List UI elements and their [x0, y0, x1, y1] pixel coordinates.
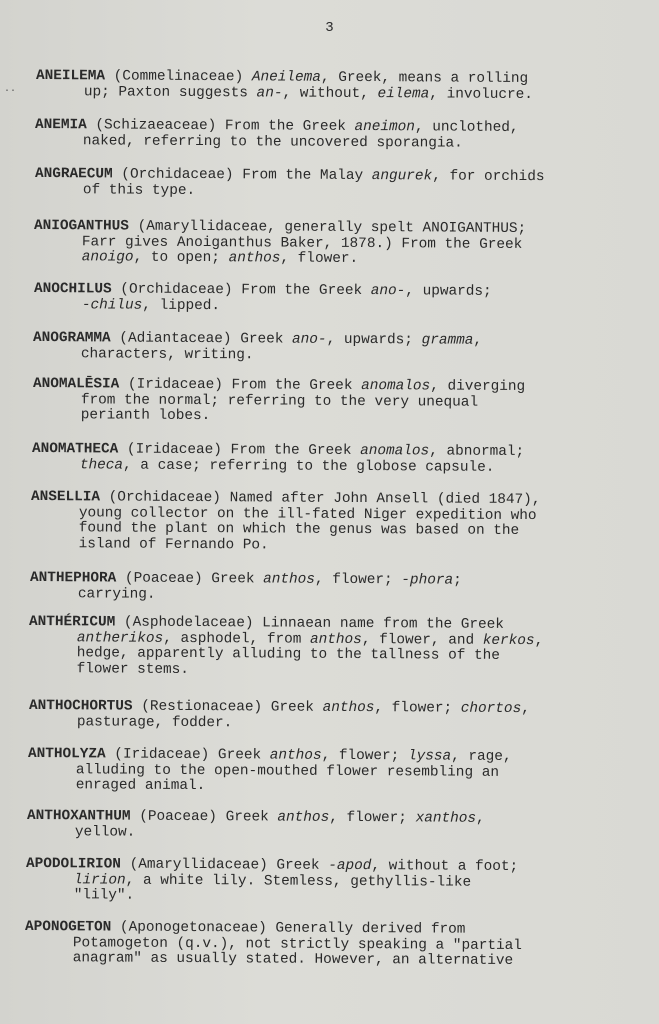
entry-text: (Asphodelaceae) Linnaean name from the Greek	[115, 614, 504, 633]
entry-headword: ANSELLIA	[30, 489, 101, 506]
entry-text: naked, referring to the uncovered sporangia.	[82, 132, 463, 152]
italic-term: Aneilema	[251, 69, 322, 86]
entry-text: carrying.	[77, 585, 156, 603]
entry-line	[36, 85, 533, 104]
entry-line	[31, 537, 541, 556]
entry-text: (Poaceae) Greek	[130, 808, 278, 826]
entry-headword: ANTHEPHORA	[29, 570, 117, 587]
entry-line	[27, 825, 485, 843]
italic-term: anthos	[309, 631, 362, 648]
entry-text: (Orchidaceae) Named after John Ansell (died 1847),	[100, 489, 541, 509]
entry-text: Farr gives Anoiganthus Baker, 1878.) From the Greek	[81, 233, 523, 253]
entry-text: pasturage, fodder.	[76, 713, 233, 731]
italic-term: anomalos	[361, 378, 431, 395]
entry-headword: ANOCHILUS	[33, 281, 112, 298]
italic-term: antherikos	[76, 629, 164, 647]
entry-text: ,	[534, 632, 544, 649]
italic-term: kerkos	[482, 632, 535, 649]
entry-text: (Adiantaceae) Greek	[110, 330, 293, 348]
entry-text: (Amaryllidaceae) Greek	[120, 856, 329, 874]
italic-term: gramma	[421, 332, 474, 349]
entry-line	[35, 183, 545, 202]
italic-term: anthos	[277, 809, 330, 826]
italic-term: lyssa	[407, 748, 452, 765]
entry-text: , flower.	[280, 250, 359, 268]
entry-anomalesia	[33, 377, 526, 427]
entry-headword: ANOGRAMMA	[32, 330, 111, 347]
entry-line	[33, 408, 525, 427]
entry-line	[26, 888, 518, 907]
entry-text: characters, writing.	[80, 345, 254, 363]
italic-term: theca	[79, 456, 124, 474]
entry-text: (Aponogetonaceae) Generally derived from	[111, 919, 466, 938]
entry-line	[25, 951, 522, 970]
entry-antholyza	[28, 747, 512, 797]
entry-text: (Orchidaceae) From the Greek	[111, 281, 371, 300]
entry-text: , flower;	[321, 747, 409, 765]
entry-text: , without,	[282, 85, 378, 102]
entry-anemia	[35, 118, 519, 152]
entry-headword: ANTHOXANTHUM	[26, 808, 131, 825]
entry-line	[35, 134, 519, 153]
entry-text: , lipped.	[142, 297, 221, 314]
italic-term: -apod	[328, 857, 372, 875]
entry-text: from the normal; referring to the very unequal	[80, 391, 479, 411]
entry-anogramma	[33, 331, 482, 365]
entry-text: (Commelinaceae)	[105, 68, 252, 86]
entry-text: alluding to the open-mouthed flower resembling an	[75, 761, 500, 781]
entry-text: ;	[453, 572, 462, 589]
entry-text: ,	[473, 332, 483, 349]
entry-text: , a white lily. Stemless, gethyllis-like	[125, 872, 472, 891]
entry-line	[32, 458, 524, 477]
entry-aponogeton	[25, 920, 522, 970]
entry-line	[33, 347, 482, 365]
entry-text: , flower;	[374, 700, 461, 717]
entry-text: , diverging	[430, 378, 526, 396]
entry-text: , rage,	[451, 748, 512, 765]
entry-line	[34, 250, 526, 269]
entry-text: ,	[475, 810, 485, 827]
entry-text: young collector on the ill-fated Niger expedition who	[78, 504, 537, 524]
italic-term: eilema	[377, 85, 430, 102]
entry-text: (Iridaceae) Greek	[105, 746, 270, 764]
entry-text: , a case; referring to the globose capsule.	[122, 457, 495, 476]
entry-headword: ANTHOLYZA	[27, 746, 106, 763]
entry-text: , upwards;	[405, 283, 492, 300]
entry-text: flower stems.	[76, 661, 189, 678]
entry-text: , involucre.	[429, 85, 534, 103]
entry-line	[34, 298, 492, 316]
entry-line	[30, 587, 462, 605]
entry-text: , flower, and	[361, 631, 483, 649]
stray-mark: ..	[4, 84, 17, 95]
entry-headword: ANGRAECUM	[34, 166, 113, 183]
italic-term: aneimon	[354, 118, 415, 136]
entry-text: , flower;	[314, 571, 402, 589]
italic-term: anthos	[269, 747, 322, 764]
entry-anthericum	[29, 615, 544, 681]
italic-term: xanthos	[415, 810, 477, 827]
italic-term: angurek	[371, 168, 433, 185]
entry-anochilus	[34, 282, 492, 316]
entry-text: Potamogeton (q.v.), not strictly speaking a "partial	[72, 934, 522, 954]
entry-text: (Restionaceae) Greek	[132, 698, 323, 716]
entry-text: island of Fernando Po.	[78, 536, 269, 554]
entry-text: ,	[521, 701, 530, 718]
entry-headword: ANOMATHECA	[31, 441, 119, 458]
entry-headword: ANTHOCHORTUS	[28, 698, 133, 715]
entry-line	[29, 715, 530, 734]
italic-term: -phora	[401, 572, 454, 589]
entry-text: (Iridaceae) From the Greek	[119, 376, 362, 395]
entry-text: , upwards;	[326, 331, 422, 349]
entry-anomatheca	[32, 442, 524, 476]
entry-text: , without a foot;	[371, 858, 519, 876]
italic-term: anthos	[263, 571, 316, 588]
italic-term: chortos	[460, 700, 522, 718]
entry-text: yellow.	[74, 823, 136, 841]
page-number: 3	[325, 20, 334, 36]
italic-term: anthos	[322, 699, 375, 717]
entry-text: anagram" as usually stated. However, an alternative	[72, 950, 514, 970]
entry-text: found the plant on which the genus was based on the	[78, 520, 520, 540]
italic-term: anomalos	[360, 443, 430, 460]
entry-text: (Iridaceae) From the Greek	[118, 441, 361, 460]
entry-text: , Greek, means a rolling	[320, 69, 529, 88]
entry-headword: APODOLIRION	[25, 856, 122, 873]
entry-text: of this type.	[82, 181, 196, 199]
entry-headword: ANTHÉRICUM	[28, 614, 116, 631]
entry-headword: ANEILEMA	[35, 68, 106, 85]
entry-text: perianth lobes.	[80, 407, 211, 425]
entry-text: (Orchidaceae) From the Malay	[112, 166, 372, 185]
entry-text: "lily".	[73, 887, 135, 904]
entry-anthoxanthum	[27, 809, 485, 843]
entry-text: , abnormal;	[429, 443, 525, 461]
entry-angraecum	[35, 167, 545, 201]
entry-text: enraged animal.	[75, 777, 206, 795]
entry-anioganthus	[34, 219, 527, 269]
entry-line	[29, 662, 543, 681]
entry-headword: APONOGETON	[24, 919, 112, 936]
entry-anthochortus	[29, 699, 530, 733]
entry-ansellia	[31, 490, 541, 555]
italic-term: an-	[256, 84, 283, 102]
entry-text: , for orchids	[432, 168, 545, 186]
entry-aneilema	[36, 69, 533, 103]
italic-term: -chilus	[81, 296, 143, 314]
entry-headword: ANOMALĒSIA	[32, 376, 120, 393]
italic-term: ano-	[291, 331, 327, 348]
entry-line	[28, 778, 512, 797]
entry-text: , to open;	[133, 249, 229, 267]
entry-text: , flower;	[329, 809, 416, 827]
entry-text: , unclothed,	[414, 119, 519, 136]
entry-headword: ANEMIA	[34, 117, 87, 134]
entry-text: (Amaryllidaceae, generally spelt ANOIGANTHUS;	[128, 218, 527, 238]
entry-headword: ANIOGANTHUS	[33, 218, 130, 235]
entry-text: (Poaceae) Greek	[116, 570, 264, 588]
entry-anthephora	[30, 571, 462, 605]
entry-text: (Schizaeaceae) From the Greek	[86, 117, 355, 135]
italic-term: anthos	[228, 250, 281, 267]
entry-text: , asphodel, from	[163, 630, 311, 648]
italic-term: anoigo	[81, 249, 134, 266]
italic-term: lirion	[73, 871, 126, 889]
entry-text: up; Paxton suggests	[83, 83, 257, 101]
italic-term: ano-	[370, 283, 406, 300]
entry-apodolirion	[26, 857, 519, 907]
entry-text: hedge, apparently alluding to the tallness of the	[76, 645, 500, 665]
